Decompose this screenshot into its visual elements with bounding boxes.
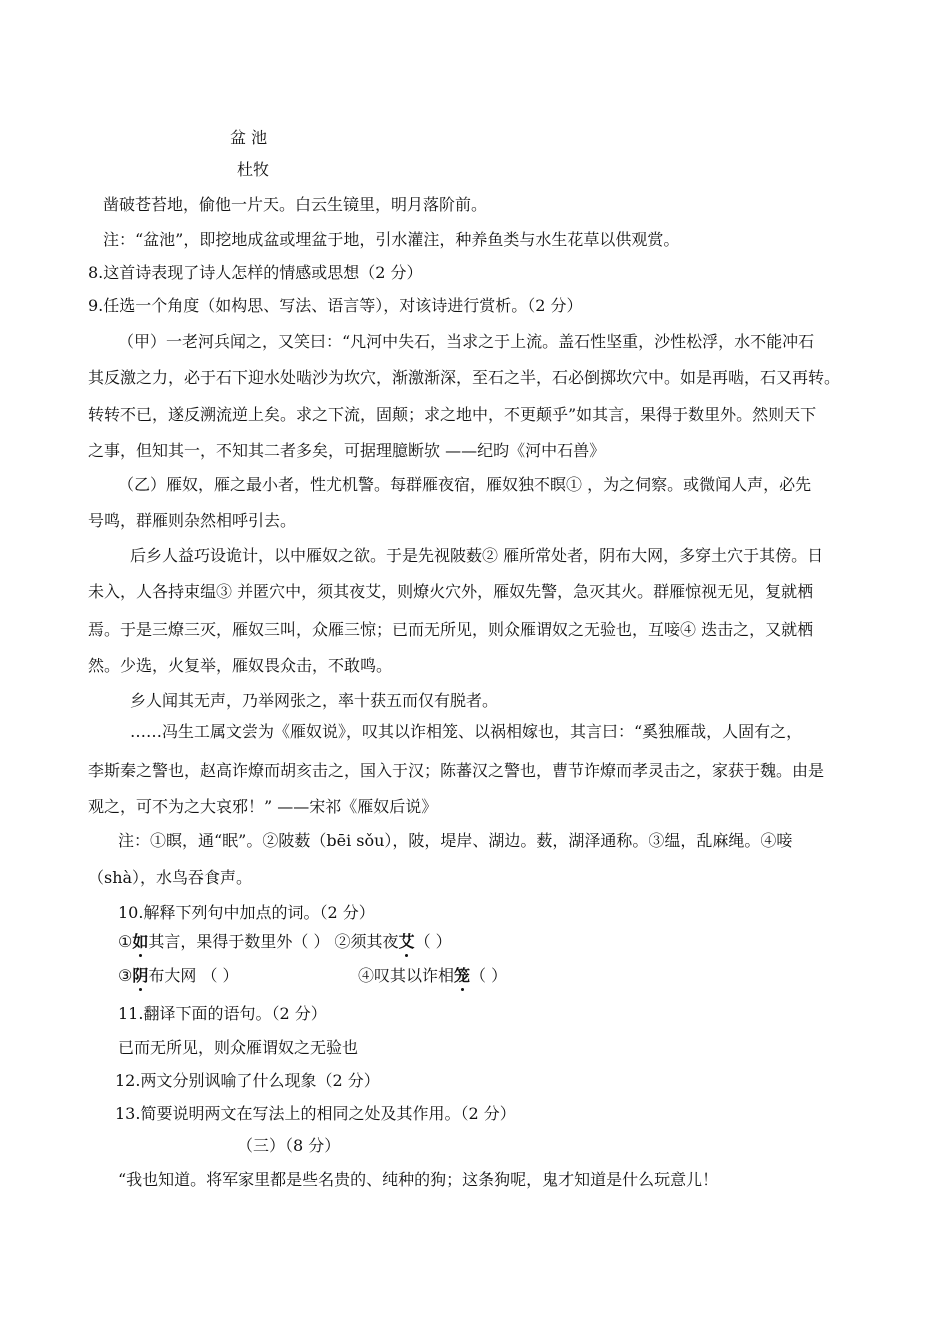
question-8: 8.这首诗表现了诗人怎样的情感或思想（2 分） <box>88 263 423 282</box>
jia-line-3: 转转不已，遂反溯流逆上矣。求之下流，固颠；求之地中，不更颠乎”如其言，果得于数里外。然则天下 <box>88 405 817 424</box>
yi-note-line-2: （shà），水鸟吞食声。 <box>88 868 253 887</box>
yi-para2-line-3: 焉。于是三燎三灭，雁奴三叫，众雁三惊；已而无所见，则众雁谓奴之无验也，互唼④ 迭击之，又就栖 <box>88 620 814 639</box>
item-text: 其言，果得于数里外（ ） ②须其夜 <box>148 932 399 951</box>
question-10-row-1 <box>118 932 452 952</box>
question-10-row-2-left <box>118 966 239 986</box>
question-10-row-2-right <box>358 966 507 986</box>
item-text: ④叹其以诈相 <box>358 966 455 985</box>
question-11: 11.翻译下面的语句。（2 分） <box>118 1004 327 1023</box>
jia-line-4: 之事，但知其一，不知其二者多矣，可据理臆断欤 ——纪昀《河中石兽》 <box>88 441 606 460</box>
item-number: ① <box>118 932 133 951</box>
jia-line-2: 其反激之力，必于石下迎水处啮沙为坎穴，渐激渐深，至石之半，石必倒掷坎穴中。如是再啮，石又再转。 <box>88 368 841 387</box>
item-text: 布大网 （ ） <box>148 966 239 985</box>
poem-title: 盆 池 <box>230 128 268 147</box>
poem-note: 注：“盆池”，即挖地成盆或埋盆于地，引水灌注，种养鱼类与水生花草以供观赏。 <box>103 230 680 249</box>
yi-para1-line-1: （乙）雁奴，雁之最小者，性尤机警。每群雁夜宿，雁奴独不瞑① ，为之伺察。或微闻人声，必先 <box>118 475 812 494</box>
answer-blank: （ ） <box>414 932 452 951</box>
question-11-sentence: 已而无所见，则众雁谓奴之无验也 <box>118 1038 359 1057</box>
jia-line-1: （甲）一老河兵闻之，又笑曰：“凡河中失石，当求之于上流。盖石性坚重，沙性松浮，水不能冲石 <box>118 332 815 351</box>
yi-para1-line-2: 号鸣，群雁则杂然相呼引去。 <box>88 511 297 530</box>
yi-para2-line-2: 未入，人各持束缊③ 并匿穴中，须其夜艾，则燎火穴外，雁奴先警，急灭其火。群雁惊视无见，复就栖 <box>88 582 814 601</box>
poem-author: 杜牧 <box>237 160 270 179</box>
dotted-word: 阴 <box>132 966 149 985</box>
yi-para4-line-3: 观之，可不为之大哀邪！” ——宋祁《雁奴后说》 <box>88 797 438 816</box>
question-10: 10.解释下列句中加点的词。（2 分） <box>118 903 375 922</box>
yi-para3: 乡人闻其无声，乃举网张之，率十获五而仅有脱者。 <box>130 691 499 710</box>
section-3-first-line: “我也知道。将军家里都是些名贵的、纯种的狗；这条狗呢，鬼才知道是什么玩意儿！ <box>118 1170 719 1189</box>
answer-blank: （ ） <box>470 966 508 985</box>
item-number: ③ <box>118 966 133 985</box>
dotted-word: 艾 <box>398 932 415 951</box>
question-12: 12.两文分别讽喻了什么现象（2 分） <box>115 1071 380 1090</box>
dotted-word: 如 <box>132 932 149 951</box>
poem-verse: 凿破苍苔地，偷他一片天。白云生镜里，明月落阶前。 <box>103 195 488 214</box>
yi-para4-line-1: ……冯生工属文尝为《雁奴说》，叹其以诈相笼、以祸相嫁也，其言曰：“奚独雁哉，人固有之， <box>130 722 803 741</box>
yi-para4-line-2: 李斯秦之警也，赵高诈燎而胡亥击之，国入于汉；陈蕃汉之警也，曹节诈燎而孝灵击之，家获于魏。由是 <box>88 761 825 780</box>
question-9: 9.任选一个角度（如构思、写法、语言等），对该诗进行赏析。（2 分） <box>88 296 583 315</box>
section-3-heading: （三）（8 分） <box>237 1136 341 1155</box>
question-13: 13.简要说明两文在写法上的相同之处及其作用。（2 分） <box>115 1104 516 1123</box>
yi-note-line-1: 注：①瞑，通“眠”。②陂薮（bēi sǒu），陂，堤岸、湖边。薮，湖泽通称。③缊，乱麻绳。④唼 <box>118 831 793 850</box>
yi-para2-line-4: 然。少选，火复举，雁奴畏众击，不敢鸣。 <box>88 656 393 675</box>
dotted-word: 笼 <box>454 966 471 985</box>
yi-para2-line-1: 后乡人益巧设诡计，以中雁奴之欲。于是先视陂薮② 雁所常处者，阴布大网，多穿土穴于其傍。日 <box>130 546 824 565</box>
